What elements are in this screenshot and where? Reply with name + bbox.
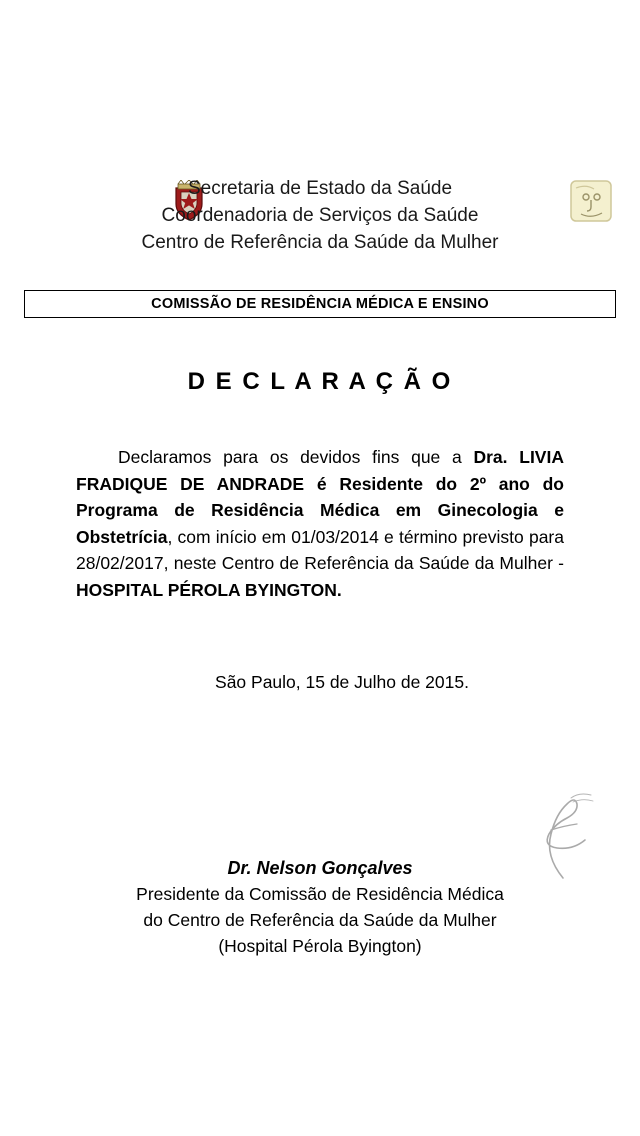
header-line-3: Centro de Referência da Saúde da Mulher: [141, 232, 499, 253]
header-line-2: Coordenadoria de Serviços da Saúde: [161, 205, 479, 226]
header-line-1: Secretaria de Estado da Saúde: [187, 178, 453, 199]
page-title: D E C L A R A Ç Ã O: [187, 368, 453, 395]
signature-name: Dr. Nelson Gonçalves: [227, 858, 413, 878]
place-and-date: São Paulo, 15 de Julho de 2015.: [215, 672, 469, 692]
signature-block: [0, 855, 640, 959]
document-header: [0, 175, 640, 256]
body-segment-plain-2: , com início em 01/03/2014 e término previsto para 28/02/2017, neste Centro de Referência da Saúde da Mulher -: [76, 526, 564, 573]
signature-role-line-3: (Hospital Pérola Byington): [218, 936, 422, 956]
body-segment-plain-1: Declaramos para os devidos fins que a: [118, 447, 474, 467]
signature-role-line-2: do Centro de Referência da Saúde da Mulher: [143, 910, 497, 930]
signature-role-line-1: Presidente da Comissão de Residência Médica: [136, 884, 504, 904]
commission-banner: [24, 290, 616, 318]
commission-banner-text: COMISSÃO DE RESIDÊNCIA MÉDICA E ENSINO: [151, 296, 489, 312]
body-segment-bold-1: Dra. LIVIA FRADIQUE DE ANDRADE é Residente do 2º ano do Programa de Residência Médica em Ginecologia e Obstetrícia: [76, 447, 564, 547]
rubber-stamp-icon: [568, 178, 614, 224]
body-segment-bold-2: HOSPITAL PÉROLA BYINGTON.: [76, 579, 342, 600]
declaration-body: [76, 444, 564, 603]
